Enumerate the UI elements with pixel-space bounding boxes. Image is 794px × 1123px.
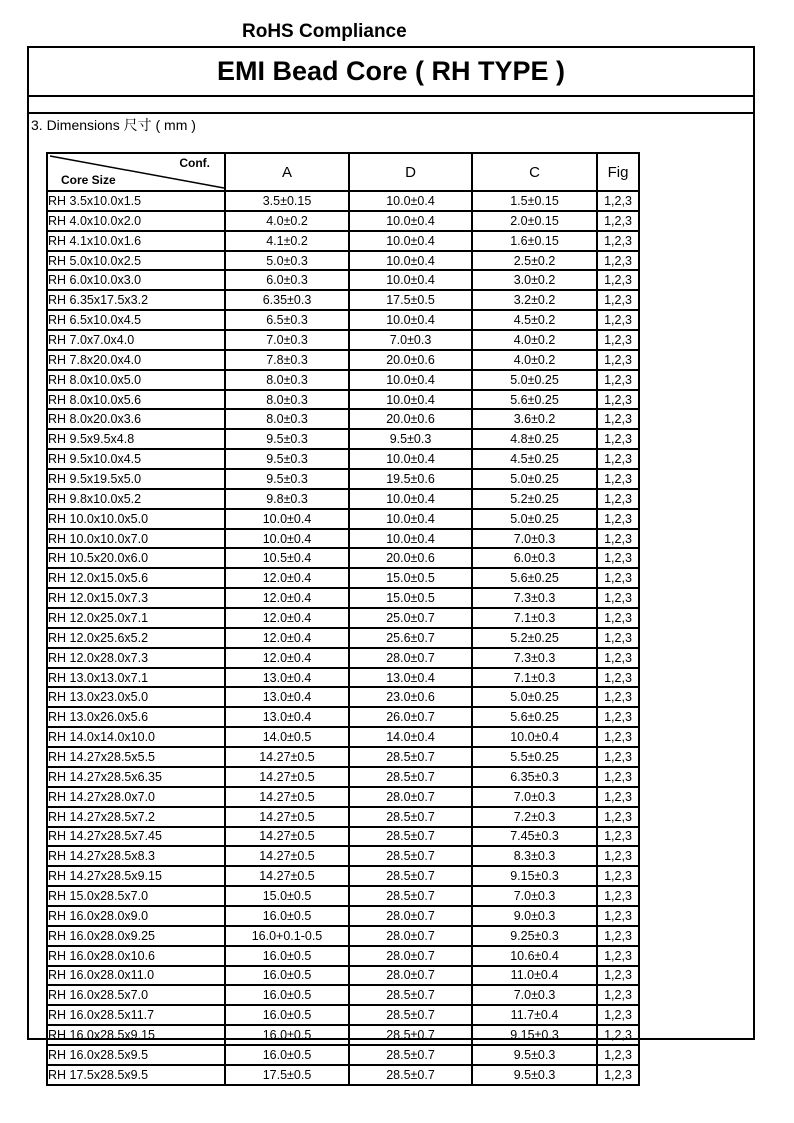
fig-cell: 1,2,3 (597, 648, 639, 668)
dimension-c-cell: 4.5±0.25 (472, 449, 597, 469)
column-header-c: C (472, 153, 597, 191)
table-row (47, 608, 639, 628)
core-size-cell: RH 3.5x10.0x1.5 (47, 191, 225, 211)
dimension-a-cell: 14.27±0.5 (225, 866, 349, 886)
fig-cell: 1,2,3 (597, 1045, 639, 1065)
table-row (47, 191, 639, 211)
table-row (47, 747, 639, 767)
core-size-cell: RH 17.5x28.5x9.5 (47, 1065, 225, 1085)
core-size-cell: RH 14.27x28.5x8.3 (47, 846, 225, 866)
table-row (47, 588, 639, 608)
dimension-c-cell: 4.8±0.25 (472, 429, 597, 449)
dimension-c-cell: 5.5±0.25 (472, 747, 597, 767)
core-size-cell: RH 9.5x9.5x4.8 (47, 429, 225, 449)
table-row (47, 290, 639, 310)
dimension-c-cell: 9.5±0.3 (472, 1065, 597, 1085)
table-row (47, 866, 639, 886)
dimension-d-cell: 10.0±0.4 (349, 231, 472, 251)
table-row (47, 886, 639, 906)
table-row (47, 489, 639, 509)
dimension-a-cell: 14.0±0.5 (225, 727, 349, 747)
dimension-d-cell: 28.5±0.7 (349, 866, 472, 886)
dimension-c-cell: 7.3±0.3 (472, 588, 597, 608)
dimension-c-cell: 7.1±0.3 (472, 668, 597, 688)
dimension-c-cell: 7.3±0.3 (472, 648, 597, 668)
dimension-d-cell: 28.5±0.7 (349, 985, 472, 1005)
dimension-d-cell: 28.5±0.7 (349, 846, 472, 866)
table-row (47, 270, 639, 290)
core-size-label: Core Size (61, 173, 116, 187)
core-size-cell: RH 14.27x28.5x6.35 (47, 767, 225, 787)
fig-cell: 1,2,3 (597, 529, 639, 549)
dimension-a-cell: 16.0±0.5 (225, 1005, 349, 1025)
dimension-d-cell: 28.0±0.7 (349, 906, 472, 926)
dimension-a-cell: 9.5±0.3 (225, 449, 349, 469)
dimension-d-cell: 15.0±0.5 (349, 568, 472, 588)
fig-cell: 1,2,3 (597, 588, 639, 608)
core-size-cell: RH 9.5x10.0x4.5 (47, 449, 225, 469)
dimension-c-cell: 2.0±0.15 (472, 211, 597, 231)
fig-cell: 1,2,3 (597, 866, 639, 886)
dimension-a-cell: 14.27±0.5 (225, 827, 349, 847)
table-row (47, 1065, 639, 1085)
dimension-c-cell: 7.0±0.3 (472, 787, 597, 807)
dimension-d-cell: 10.0±0.4 (349, 509, 472, 529)
dimension-a-cell: 7.8±0.3 (225, 350, 349, 370)
dimension-d-cell: 15.0±0.5 (349, 588, 472, 608)
core-size-cell: RH 16.0x28.5x9.5 (47, 1045, 225, 1065)
table-row (47, 370, 639, 390)
core-size-cell: RH 15.0x28.5x7.0 (47, 886, 225, 906)
dimension-d-cell: 10.0±0.4 (349, 449, 472, 469)
document-frame (27, 46, 755, 1082)
divider (29, 112, 753, 114)
table-row (47, 330, 639, 350)
dimension-c-cell: 7.0±0.3 (472, 985, 597, 1005)
core-size-cell: RH 5.0x10.0x2.5 (47, 251, 225, 271)
dimension-a-cell: 8.0±0.3 (225, 370, 349, 390)
dimension-a-cell: 16.0±0.5 (225, 906, 349, 926)
table-row (47, 350, 639, 370)
table-row (47, 707, 639, 727)
dimension-a-cell: 14.27±0.5 (225, 787, 349, 807)
table-row (47, 211, 639, 231)
table-header-row (47, 153, 639, 191)
dimension-c-cell: 5.0±0.25 (472, 687, 597, 707)
core-size-cell: RH 12.0x28.0x7.3 (47, 648, 225, 668)
dimension-a-cell: 7.0±0.3 (225, 330, 349, 350)
conf-label: Conf. (179, 156, 210, 170)
dimension-d-cell: 10.0±0.4 (349, 211, 472, 231)
fig-cell: 1,2,3 (597, 191, 639, 211)
core-size-cell: RH 16.0x28.0x11.0 (47, 966, 225, 986)
fig-cell: 1,2,3 (597, 469, 639, 489)
core-size-cell: RH 12.0x25.6x5.2 (47, 628, 225, 648)
dimension-a-cell: 12.0±0.4 (225, 588, 349, 608)
table-row (47, 906, 639, 926)
table-row (47, 231, 639, 251)
dimension-c-cell: 4.0±0.2 (472, 350, 597, 370)
fig-cell: 1,2,3 (597, 787, 639, 807)
fig-cell: 1,2,3 (597, 409, 639, 429)
core-size-cell: RH 9.8x10.0x5.2 (47, 489, 225, 509)
core-size-cell: RH 8.0x20.0x3.6 (47, 409, 225, 429)
core-size-cell: RH 6.0x10.0x3.0 (47, 270, 225, 290)
dimension-d-cell: 10.0±0.4 (349, 370, 472, 390)
dimension-a-cell: 9.5±0.3 (225, 469, 349, 489)
core-size-cell: RH 10.0x10.0x5.0 (47, 509, 225, 529)
core-size-cell: RH 16.0x28.0x9.0 (47, 906, 225, 926)
dimension-d-cell: 28.0±0.7 (349, 966, 472, 986)
fig-cell: 1,2,3 (597, 946, 639, 966)
dimension-c-cell: 11.7±0.4 (472, 1005, 597, 1025)
fig-cell: 1,2,3 (597, 429, 639, 449)
dimension-a-cell: 13.0±0.4 (225, 687, 349, 707)
dimension-c-cell: 2.5±0.2 (472, 251, 597, 271)
column-header-fig: Fig (597, 153, 639, 191)
dimension-a-cell: 16.0+0.1-0.5 (225, 926, 349, 946)
dimension-a-cell: 13.0±0.4 (225, 707, 349, 727)
table-row (47, 946, 639, 966)
dimension-a-cell: 12.0±0.4 (225, 608, 349, 628)
fig-cell: 1,2,3 (597, 548, 639, 568)
core-size-cell: RH 8.0x10.0x5.0 (47, 370, 225, 390)
fig-cell: 1,2,3 (597, 509, 639, 529)
dimension-a-cell: 4.1±0.2 (225, 231, 349, 251)
dimension-c-cell: 5.0±0.25 (472, 370, 597, 390)
dimension-d-cell: 28.5±0.7 (349, 767, 472, 787)
dimension-a-cell: 6.5±0.3 (225, 310, 349, 330)
core-size-cell: RH 9.5x19.5x5.0 (47, 469, 225, 489)
dimension-c-cell: 10.0±0.4 (472, 727, 597, 747)
dimension-a-cell: 6.0±0.3 (225, 270, 349, 290)
dimension-d-cell: 10.0±0.4 (349, 489, 472, 509)
dimension-c-cell: 5.2±0.25 (472, 628, 597, 648)
core-size-cell: RH 4.0x10.0x2.0 (47, 211, 225, 231)
dimension-c-cell: 7.1±0.3 (472, 608, 597, 628)
dimension-a-cell: 4.0±0.2 (225, 211, 349, 231)
fig-cell: 1,2,3 (597, 1025, 639, 1045)
dimension-d-cell: 25.0±0.7 (349, 608, 472, 628)
corner-header-cell (47, 153, 225, 191)
dimension-d-cell: 19.5±0.6 (349, 469, 472, 489)
dimension-a-cell: 14.27±0.5 (225, 747, 349, 767)
dimension-c-cell: 4.0±0.2 (472, 330, 597, 350)
dimension-a-cell: 3.5±0.15 (225, 191, 349, 211)
fig-cell: 1,2,3 (597, 886, 639, 906)
fig-cell: 1,2,3 (597, 290, 639, 310)
dimension-c-cell: 5.2±0.25 (472, 489, 597, 509)
dimension-c-cell: 9.5±0.3 (472, 1045, 597, 1065)
table-row (47, 767, 639, 787)
fig-cell: 1,2,3 (597, 370, 639, 390)
dimension-a-cell: 9.8±0.3 (225, 489, 349, 509)
dimension-c-cell: 3.0±0.2 (472, 270, 597, 290)
dimension-d-cell: 20.0±0.6 (349, 409, 472, 429)
table-row (47, 1045, 639, 1065)
fig-cell: 1,2,3 (597, 211, 639, 231)
fig-cell: 1,2,3 (597, 1065, 639, 1085)
fig-cell: 1,2,3 (597, 628, 639, 648)
table-row (47, 807, 639, 827)
dimension-d-cell: 17.5±0.5 (349, 290, 472, 310)
dimension-a-cell: 10.5±0.4 (225, 548, 349, 568)
dimension-c-cell: 7.45±0.3 (472, 827, 597, 847)
dimension-d-cell: 10.0±0.4 (349, 270, 472, 290)
dimension-a-cell: 16.0±0.5 (225, 946, 349, 966)
dimension-c-cell: 6.0±0.3 (472, 548, 597, 568)
dimension-a-cell: 16.0±0.5 (225, 1045, 349, 1065)
dimension-c-cell: 3.2±0.2 (472, 290, 597, 310)
fig-cell: 1,2,3 (597, 906, 639, 926)
core-size-cell: RH 6.35x17.5x3.2 (47, 290, 225, 310)
table-row (47, 568, 639, 588)
fig-cell: 1,2,3 (597, 747, 639, 767)
dimension-d-cell: 10.0±0.4 (349, 191, 472, 211)
dimension-a-cell: 13.0±0.4 (225, 668, 349, 688)
dimension-c-cell: 7.0±0.3 (472, 529, 597, 549)
fig-cell: 1,2,3 (597, 449, 639, 469)
dimension-d-cell: 28.0±0.7 (349, 946, 472, 966)
table-row (47, 1005, 639, 1025)
table-row (47, 628, 639, 648)
dimension-c-cell: 11.0±0.4 (472, 966, 597, 986)
core-size-cell: RH 13.0x26.0x5.6 (47, 707, 225, 727)
core-size-cell: RH 14.0x14.0x10.0 (47, 727, 225, 747)
dimension-c-cell: 5.0±0.25 (472, 469, 597, 489)
dimension-c-cell: 9.25±0.3 (472, 926, 597, 946)
dimension-c-cell: 1.5±0.15 (472, 191, 597, 211)
dimension-a-cell: 15.0±0.5 (225, 886, 349, 906)
core-size-cell: RH 16.0x28.5x7.0 (47, 985, 225, 1005)
fig-cell: 1,2,3 (597, 330, 639, 350)
fig-cell: 1,2,3 (597, 608, 639, 628)
dimension-a-cell: 12.0±0.4 (225, 648, 349, 668)
rohs-compliance-label: RoHS Compliance (242, 21, 407, 42)
fig-cell: 1,2,3 (597, 251, 639, 271)
dimension-a-cell: 8.0±0.3 (225, 409, 349, 429)
column-header-d: D (349, 153, 472, 191)
core-size-cell: RH 12.0x25.0x7.1 (47, 608, 225, 628)
core-size-cell: RH 16.0x28.5x11.7 (47, 1005, 225, 1025)
dimension-d-cell: 20.0±0.6 (349, 548, 472, 568)
dimension-c-cell: 1.6±0.15 (472, 231, 597, 251)
dimension-a-cell: 17.5±0.5 (225, 1065, 349, 1085)
dimension-c-cell: 10.6±0.4 (472, 946, 597, 966)
dimension-c-cell: 6.35±0.3 (472, 767, 597, 787)
dimension-d-cell: 28.5±0.7 (349, 1005, 472, 1025)
dimension-d-cell: 28.5±0.7 (349, 1045, 472, 1065)
table-row (47, 727, 639, 747)
table-row (47, 687, 639, 707)
core-size-cell: RH 4.1x10.0x1.6 (47, 231, 225, 251)
dimension-c-cell: 9.15±0.3 (472, 866, 597, 886)
dimension-a-cell: 10.0±0.4 (225, 509, 349, 529)
table-row (47, 648, 639, 668)
fig-cell: 1,2,3 (597, 985, 639, 1005)
fig-cell: 1,2,3 (597, 390, 639, 410)
fig-cell: 1,2,3 (597, 807, 639, 827)
dimension-c-cell: 3.6±0.2 (472, 409, 597, 429)
dimension-d-cell: 10.0±0.4 (349, 251, 472, 271)
column-header-a: A (225, 153, 349, 191)
dimension-d-cell: 28.0±0.7 (349, 787, 472, 807)
dimension-a-cell: 10.0±0.4 (225, 529, 349, 549)
table-row (47, 449, 639, 469)
core-size-cell: RH 13.0x23.0x5.0 (47, 687, 225, 707)
dimension-a-cell: 5.0±0.3 (225, 251, 349, 271)
core-size-cell: RH 14.27x28.5x5.5 (47, 747, 225, 767)
dimension-a-cell: 12.0±0.4 (225, 568, 349, 588)
page-title: EMI Bead Core ( RH TYPE ) (216, 56, 566, 86)
core-size-cell: RH 14.27x28.5x7.2 (47, 807, 225, 827)
core-size-cell: RH 10.5x20.0x6.0 (47, 548, 225, 568)
table-row (47, 469, 639, 489)
core-size-cell: RH 8.0x10.0x5.6 (47, 390, 225, 410)
fig-cell: 1,2,3 (597, 231, 639, 251)
core-size-cell: RH 14.27x28.5x9.15 (47, 866, 225, 886)
dimension-c-cell: 8.3±0.3 (472, 846, 597, 866)
fig-cell: 1,2,3 (597, 568, 639, 588)
table-row (47, 827, 639, 847)
table-row (47, 787, 639, 807)
core-size-cell: RH 14.27x28.5x7.45 (47, 827, 225, 847)
table-row (47, 310, 639, 330)
dimension-a-cell: 14.27±0.5 (225, 807, 349, 827)
dimension-a-cell: 16.0±0.5 (225, 1025, 349, 1045)
table-row (47, 846, 639, 866)
dimension-c-cell: 4.5±0.2 (472, 310, 597, 330)
fig-cell: 1,2,3 (597, 687, 639, 707)
dimension-d-cell: 28.5±0.7 (349, 886, 472, 906)
core-size-cell: RH 13.0x13.0x7.1 (47, 668, 225, 688)
core-size-cell: RH 12.0x15.0x7.3 (47, 588, 225, 608)
dimension-d-cell: 28.5±0.7 (349, 807, 472, 827)
core-size-cell: RH 16.0x28.0x10.6 (47, 946, 225, 966)
dimension-d-cell: 13.0±0.4 (349, 668, 472, 688)
core-size-cell: RH 12.0x15.0x5.6 (47, 568, 225, 588)
fig-cell: 1,2,3 (597, 489, 639, 509)
dimension-a-cell: 14.27±0.5 (225, 767, 349, 787)
fig-cell: 1,2,3 (597, 310, 639, 330)
dimensions-table (46, 152, 640, 1086)
dimension-d-cell: 28.0±0.7 (349, 648, 472, 668)
dimension-a-cell: 8.0±0.3 (225, 390, 349, 410)
dimension-d-cell: 23.0±0.6 (349, 687, 472, 707)
table-row (47, 548, 639, 568)
fig-cell: 1,2,3 (597, 270, 639, 290)
fig-cell: 1,2,3 (597, 1005, 639, 1025)
dimension-d-cell: 10.0±0.4 (349, 529, 472, 549)
table-row (47, 409, 639, 429)
core-size-cell: RH 16.0x28.5x9.15 (47, 1025, 225, 1045)
fig-cell: 1,2,3 (597, 926, 639, 946)
core-size-cell: RH 16.0x28.0x9.25 (47, 926, 225, 946)
core-size-cell: RH 6.5x10.0x4.5 (47, 310, 225, 330)
dimension-d-cell: 28.0±0.7 (349, 926, 472, 946)
dimension-a-cell: 16.0±0.5 (225, 966, 349, 986)
section-heading: 3. Dimensions 尺寸 ( mm ) (31, 117, 196, 133)
dimension-a-cell: 6.35±0.3 (225, 290, 349, 310)
fig-cell: 1,2,3 (597, 827, 639, 847)
dimension-c-cell: 9.15±0.3 (472, 1025, 597, 1045)
dimension-d-cell: 7.0±0.3 (349, 330, 472, 350)
dimension-a-cell: 14.27±0.5 (225, 846, 349, 866)
table-row (47, 509, 639, 529)
table-row (47, 966, 639, 986)
core-size-cell: RH 7.0x7.0x4.0 (47, 330, 225, 350)
fig-cell: 1,2,3 (597, 767, 639, 787)
table-row (47, 429, 639, 449)
fig-cell: 1,2,3 (597, 668, 639, 688)
table-row (47, 251, 639, 271)
table-row (47, 390, 639, 410)
dimension-d-cell: 28.5±0.7 (349, 1065, 472, 1085)
dimension-d-cell: 14.0±0.4 (349, 727, 472, 747)
dimension-d-cell: 25.6±0.7 (349, 628, 472, 648)
dimension-c-cell: 7.0±0.3 (472, 886, 597, 906)
dimension-c-cell: 5.6±0.25 (472, 707, 597, 727)
dimension-d-cell: 28.5±0.7 (349, 747, 472, 767)
table-row (47, 1025, 639, 1045)
dimension-d-cell: 26.0±0.7 (349, 707, 472, 727)
fig-cell: 1,2,3 (597, 846, 639, 866)
dimension-d-cell: 9.5±0.3 (349, 429, 472, 449)
table-row (47, 529, 639, 549)
title-box (29, 48, 753, 97)
dimension-c-cell: 7.2±0.3 (472, 807, 597, 827)
dimension-d-cell: 28.5±0.7 (349, 1025, 472, 1045)
dimension-d-cell: 28.5±0.7 (349, 827, 472, 847)
dimension-c-cell: 5.6±0.25 (472, 390, 597, 410)
dimension-d-cell: 20.0±0.6 (349, 350, 472, 370)
fig-cell: 1,2,3 (597, 727, 639, 747)
dimension-a-cell: 9.5±0.3 (225, 429, 349, 449)
fig-cell: 1,2,3 (597, 707, 639, 727)
table-row (47, 926, 639, 946)
dimension-a-cell: 16.0±0.5 (225, 985, 349, 1005)
dimension-d-cell: 10.0±0.4 (349, 310, 472, 330)
fig-cell: 1,2,3 (597, 350, 639, 370)
core-size-cell: RH 10.0x10.0x7.0 (47, 529, 225, 549)
dimension-d-cell: 10.0±0.4 (349, 390, 472, 410)
core-size-cell: RH 14.27x28.0x7.0 (47, 787, 225, 807)
dimension-c-cell: 5.0±0.25 (472, 509, 597, 529)
dimension-c-cell: 9.0±0.3 (472, 906, 597, 926)
dimension-a-cell: 12.0±0.4 (225, 628, 349, 648)
fig-cell: 1,2,3 (597, 966, 639, 986)
core-size-cell: RH 7.8x20.0x4.0 (47, 350, 225, 370)
table-row (47, 985, 639, 1005)
table-row (47, 668, 639, 688)
dimension-c-cell: 5.6±0.25 (472, 568, 597, 588)
